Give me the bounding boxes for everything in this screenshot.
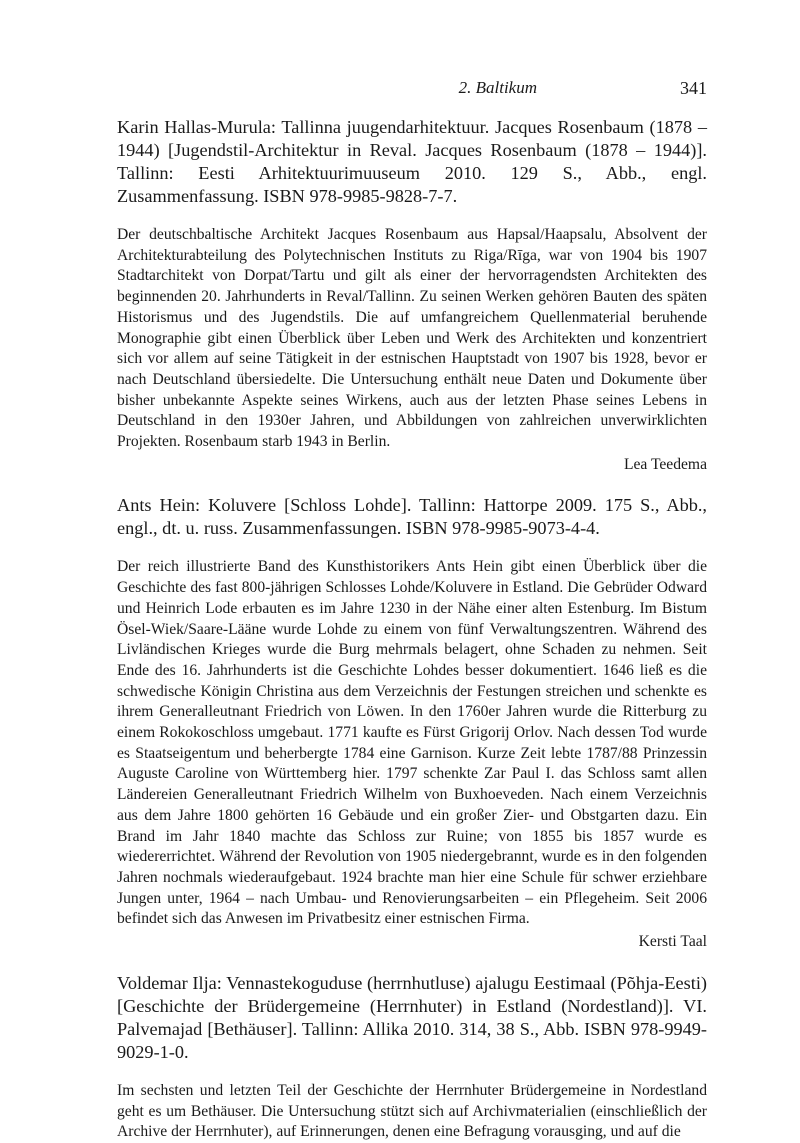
bibliographic-citation: Karin Hallas-Murula: Tallinna juugendarhitektuur. Jacques Rosenbaum (1878 – 1944) [Jugendstil-Architektur in Reval. Jacques Rosenbaum (1878 – 1944)]. Tallinn: Eesti Arhitektuurimuuseum 2010. 129 S., Abb., engl. Zusammenfassung. ISBN 978-9985-9828-7-7. bbox=[117, 117, 707, 206]
reviewer-name: Kersti Taal bbox=[638, 933, 707, 951]
review-text: Der deutschbaltische Architekt Jacques Rosenbaum aus Hapsal/Haapsalu, Absolvent der Architekturabteilung des Polytechnischen Instituts zu Riga/Rīga, war von 1904 bis 1907 Stadtarchitekt von Dorpat/Tartu und gilt als einer der hervorragendsten Architekten des beginnenden 20. Jahrhunderts in Reval/Tallinn. Zu seinen Werken gehören Bauten des späten Historismus und des Jugendstils. Die auf umfangreichem Quellenmaterial beruhende Monographie gibt einen Überblick über Leben und Werk des Architekten und konzentriert sich vor allem auf seine Tätigkeit in der estnischen Hauptstadt von 1907 bis 1928, bevor er nach Deutschland übersiedelte. Die Untersuchung enthält neue Daten und Dokumente über bisher unbekannte Aspekte seines Wirkens, auch aus der letzten Phase seines Lebens in Deutschland in den 1930er Jahren, und Abbildungen von zahlreichen unverwirklichten Projekten. Rosenbaum starb 1943 in Berlin. bbox=[117, 226, 707, 451]
reviewer-name: Lea Teedema bbox=[623, 455, 707, 473]
review-entry bbox=[117, 116, 707, 475]
page-number: 341 bbox=[680, 78, 707, 98]
review-entry bbox=[117, 972, 707, 1143]
running-head bbox=[117, 78, 707, 102]
section-title: 2. Baltikum bbox=[458, 78, 537, 97]
review-text: Im sechsten und letzten Teil der Geschichte der Herrnhuter Brüdergemeine in Nordestland geht es um Bethäuser. Die Untersuchung stützt sich auf Archivmaterialien (einschließlich der Archive der Herrnhuter), auf Erinnerungen, denen eine Befragung vorausging, und auf die bbox=[117, 1081, 707, 1141]
document-page bbox=[117, 78, 707, 1143]
bibliographic-citation: Voldemar Ilja: Vennastekoguduse (herrnhutluse) ajalugu Eestimaal (Põhja-Eesti) [Geschichte der Brüdergemeine (Herrnhuter) in Estland (Nordestland)]. VI. Palvemajad [Bethäuser]. Tallinn: Allika 2010. 314, 38 S., Abb. ISBN 978-9949-9029-1-0. bbox=[117, 972, 707, 1062]
bibliographic-citation: Ants Hein: Koluvere [Schloss Lohde]. Tallinn: Hattorpe 2009. 175 S., Abb., engl., dt. u. russ. Zusammenfassungen. ISBN 978-9985-9073-4-4. bbox=[117, 495, 707, 539]
review-text: Der reich illustrierte Band des Kunsthistorikers Ants Hein gibt einen Überblick über die Geschichte des fast 800-jährigen Schlosses Lohde/Koluvere in Estland. Die Gebrüder Odward und Heinrich Lode erbauten es im Jahre 1230 in der Nähe einer alten Estenburg. Im Bistum Ösel-Wiek/Saare-Lääne wurde Lohde zu einem von fünf Verwaltungszentren. Während des Livländischen Krieges wurde die Burg mehrmals belagert, ohne Schaden zu nehmen. Seit Ende des 16. Jahrhunderts ist die Geschichte Lohdes besser dokumentiert. 1646 ließ es die schwedische Königin Christina aus dem Verzeichnis der Festungen streichen und schenkte es ihrem Generalleutnant Friedrich von Löwen. In den 1760er Jahren wurde die Ritterburg zu einem Rokokoschloss umgebaut. 1771 kaufte es Fürst Grigorij Orlov. Nach dessen Tod wurde es Staatseigentum und beherbergte 1784 eine Garnison. Kurze Zeit lebte 1787/88 Prinzessin Auguste Caroline von Württemberg hier. 1797 schenkte Zar Paul I. das Schloss samt allen Ländereien Generalleutnant Friedrich Wilhelm von Buxhoeveden. Nach einem Verzeichnis aus dem Jahre 1800 gehörten 16 Gebäude und ein großer Zier- und Obstgarten dazu. Ein Brand im Jahr 1840 machte das Schloss zur Ruine; von 1855 bis 1857 wurde es wiedererrichtet. Während der Revolution von 1905 niedergebrannt, wurde es in den folgenden Jahren nochmals wiederaufgebaut. 1924 brachte man hier eine Schule für schwer erziehbare Jungen unter, 1964 – nach Umbau- und Renovierungsarbeiten – ein Pflegeheim. Seit 2006 befindet sich das Anwesen im Privatbesitz einer estnischen Firma. bbox=[117, 558, 707, 928]
review-entry bbox=[117, 494, 707, 952]
